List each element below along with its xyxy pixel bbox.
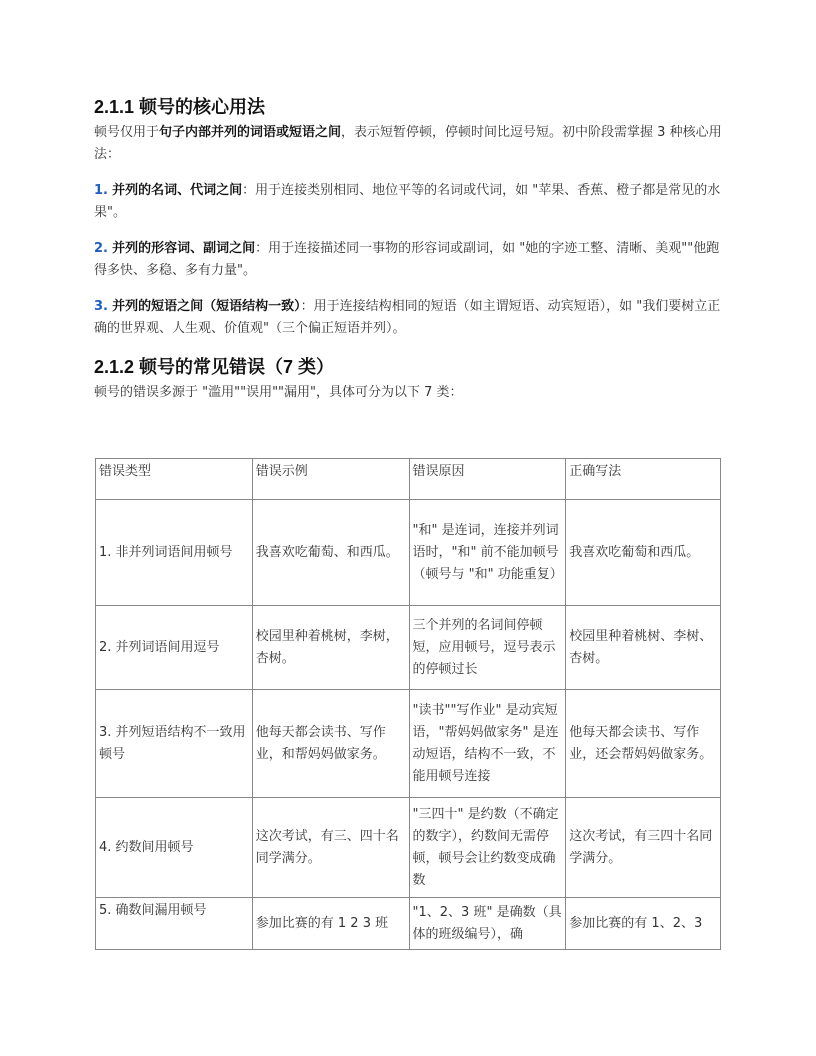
table-cell: "1、2、3 班" 是确数（具体的班级编号），确 — [409, 898, 566, 950]
point-heading: 并列的形容词、副词之间 — [112, 241, 256, 256]
table-row — [96, 500, 721, 606]
table-header-cell: 错误示例 — [252, 459, 409, 500]
point-heading: 并列的名词、代词之间 — [112, 183, 243, 198]
usage-point — [94, 296, 722, 340]
table-header-cell: 错误原因 — [409, 459, 566, 500]
section-intro — [94, 122, 722, 166]
point-number: 1. — [94, 183, 108, 198]
intro-text: 顿号仅用于 — [94, 125, 160, 140]
section-intro: 顿号的错误多源于 "滥用""误用""漏用"，具体可分为以下 7 类： — [94, 385, 463, 400]
section-heading-core-usage: 2.1.1 顿号的核心用法 — [94, 97, 266, 117]
table-cell: 他每天都会读书、写作业，还会帮妈妈做家务。 — [566, 690, 721, 798]
table-cell: 他每天都会读书、写作业，和帮妈妈做家务。 — [252, 690, 409, 798]
point-number: 3. — [94, 299, 108, 314]
point-number: 2. — [94, 241, 108, 256]
table-header-row — [96, 459, 721, 500]
table-cell: 校园里种着桃树，李树，杏树。 — [252, 606, 409, 690]
table-cell: "读书""写作业" 是动宾短语，"帮妈妈做家务" 是连动短语，结构不一致，不能用顿号连接 — [409, 690, 566, 798]
table-cell: 5. 确数间漏用顿号 — [96, 898, 253, 950]
table-cell: "三四十" 是约数（不确定的数字），约数间无需停顿，顿号会让约数变成确数 — [409, 798, 566, 898]
point-heading: 并列的短语之间（短语结构一致） — [112, 299, 301, 314]
table-row — [96, 898, 721, 950]
usage-point — [94, 238, 722, 282]
table-header-cell: 错误类型 — [96, 459, 253, 500]
table-cell: 3. 并列短语结构不一致用顿号 — [96, 690, 253, 798]
table-cell: 这次考试，有三、四十名同学满分。 — [252, 798, 409, 898]
table-row — [96, 798, 721, 898]
table-cell: 参加比赛的有 1、2、3 — [566, 898, 721, 950]
errors-table — [95, 458, 721, 950]
table-cell: "和" 是连词，连接并列词语时，"和" 前不能加顿号（顿号与 "和" 功能重复） — [409, 500, 566, 606]
table-cell: 我喜欢吃葡萄和西瓜。 — [566, 500, 721, 606]
point-body: ：用于连接结构相同的短语（如主谓短语、动宾短语），如 "我们要树立正确的世界观、人生观、价值观"（三个偏正短语并列）。 — [94, 299, 721, 336]
table-cell: 我喜欢吃葡萄、和西瓜。 — [252, 500, 409, 606]
intro-emphasis: 句子内部并列的词语或短语之间 — [159, 125, 342, 140]
document-body — [94, 96, 722, 404]
table-header-cell: 正确写法 — [566, 459, 721, 500]
section-heading-common-errors: 2.1.2 顿号的常见错误（7 类） — [94, 357, 335, 377]
table-row — [96, 606, 721, 690]
table-cell: 校园里种着桃树、李树、杏树。 — [566, 606, 721, 690]
point-body: ：用于连接描述同一事物的形容词或副词，如 "她的字迹工整、清晰、美观""他跑得多快、多稳、多有力量"。 — [94, 241, 720, 278]
table-cell: 1. 非并列词语间用顿号 — [96, 500, 253, 606]
table-cell: 参加比赛的有 1 2 3 班 — [252, 898, 409, 950]
usage-point — [94, 180, 722, 224]
table-row — [96, 690, 721, 798]
table-cell: 三个并列的名词间停顿短，应用顿号，逗号表示的停顿过长 — [409, 606, 566, 690]
table-cell: 这次考试，有三四十名同学满分。 — [566, 798, 721, 898]
table-cell: 2. 并列词语间用逗号 — [96, 606, 253, 690]
intro-text: ，表示短暂停顿，停顿时间比逗号短。初中阶段需掌握 3 种核心用法： — [94, 125, 722, 162]
point-body: ：用于连接类别相同、地位平等的名词或代词，如 "苹果、香蕉、橙子都是常见的水果"。 — [94, 183, 721, 220]
table-cell: 4. 约数间用顿号 — [96, 798, 253, 898]
